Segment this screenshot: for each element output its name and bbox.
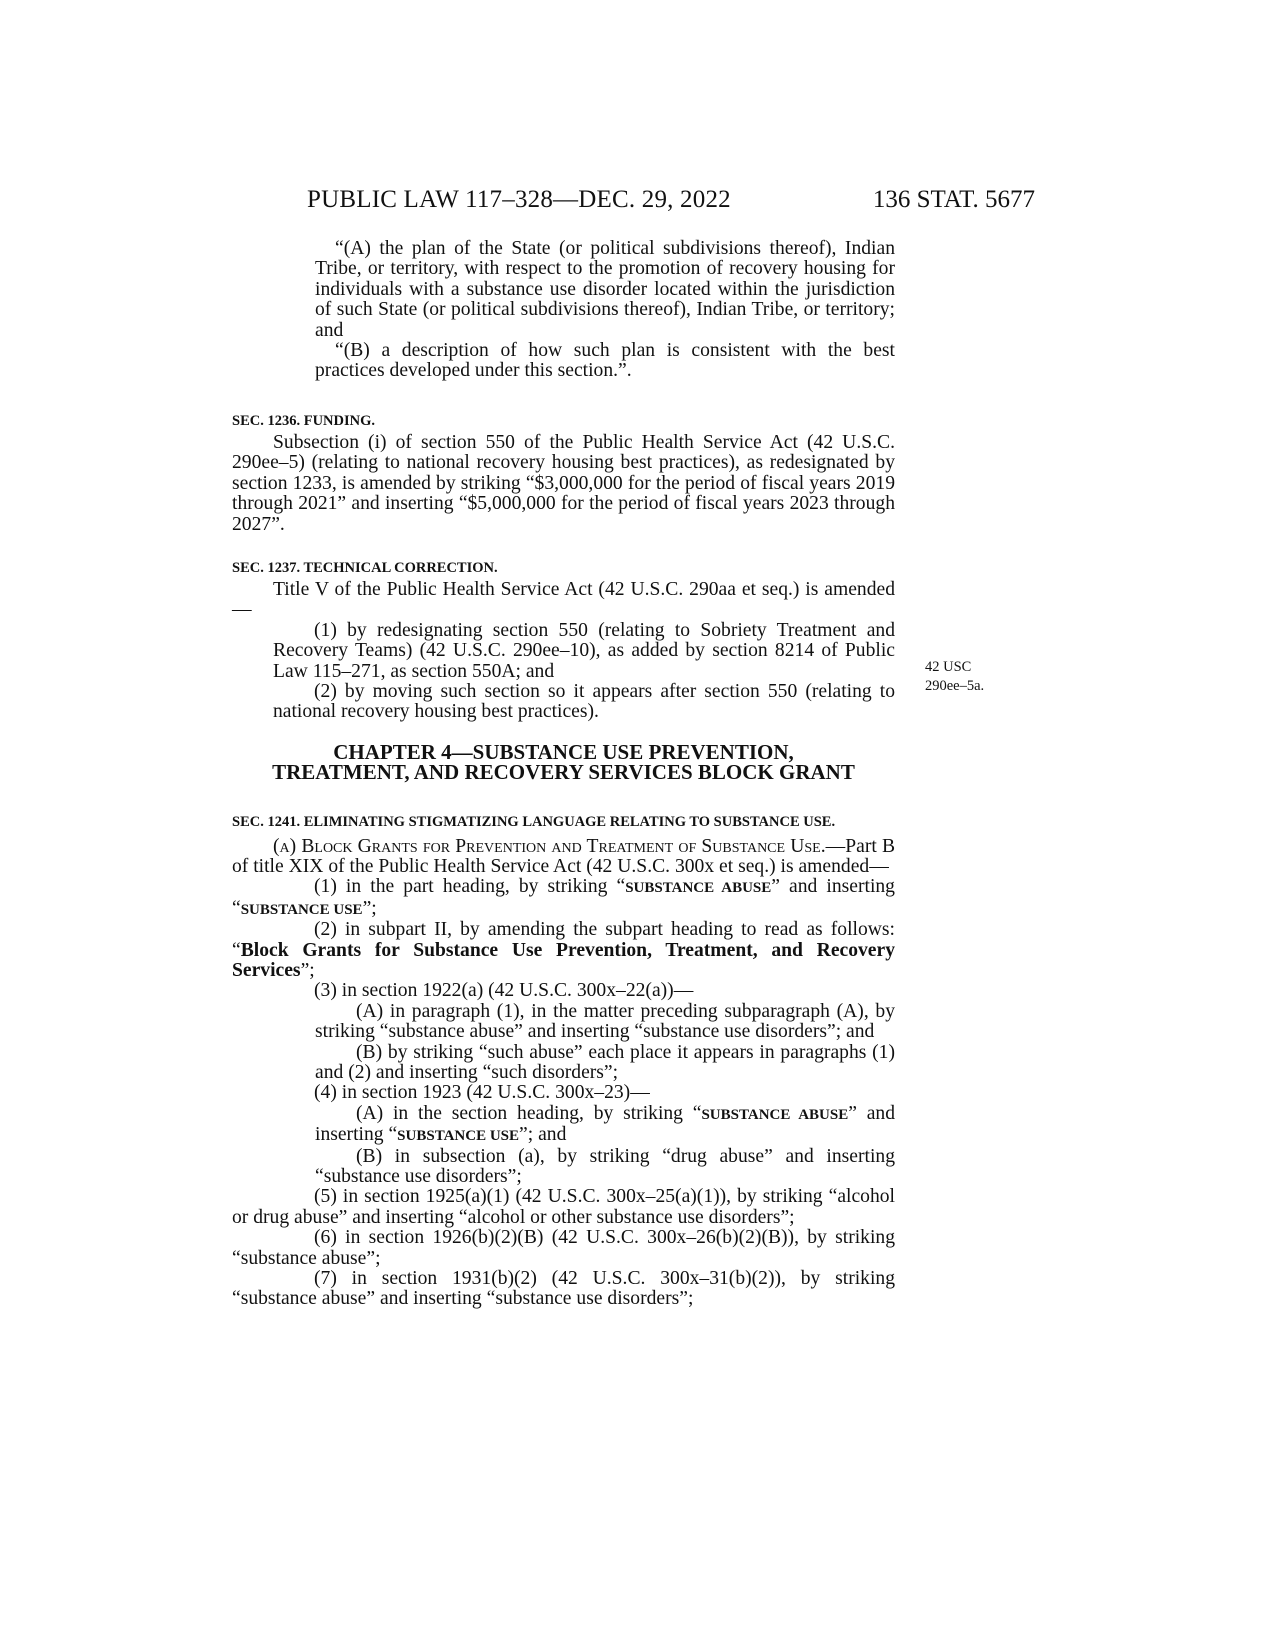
item-text: (1) in the part heading, by striking “ <box>314 876 626 898</box>
item-text: ”; and <box>519 1124 567 1146</box>
section-heading: SEC. 1237. TECHNICAL CORRECTION. <box>232 560 498 576</box>
section-1236 <box>232 412 895 535</box>
sub-list-item: (A) in paragraph (1), in the matter preceding subparagraph (A), by striking “substance abuse” and inserting “substance use disorders”; and <box>315 1000 895 1043</box>
section-body: Subsection (i) of section 550 of the Public Health Service Act (42 U.S.C. 290ee–5) (relating to national recovery housing best practices), as redesignated by section 1233, is amended by striking “$3,000,000 for the period of fiscal years 2019 through 2021” and inserting “$5,000,000 for the period of fiscal years 2023 through 2027”. <box>232 432 895 535</box>
section-heading: SEC. 1236. FUNDING. <box>232 413 375 429</box>
page-number: 136 STAT. 5677 <box>872 186 1035 213</box>
margin-citation-line: 42 USC <box>925 659 972 675</box>
list-item: (6) in section 1926(b)(2)(B) (42 U.S.C. 300x–26(b)(2)(B)), by striking “substance abuse”; <box>232 1227 895 1269</box>
section-heading: SEC. 1241. ELIMINATING STIGMATIZING LANGUAGE RELATING TO SUBSTANCE USE. <box>232 814 836 830</box>
subsection-a-text: —Part B of title XIX of the Public Health Service Act (42 U.S.C. 300x et seq.) is amended— <box>232 835 896 877</box>
sub-list-item: (B) in subsection (a), by striking “drug abuse” and inserting “substance use disorders”; <box>315 1145 895 1187</box>
item-text: (A) in the section heading, by striking “ <box>356 1102 702 1124</box>
quoted-paragraph-a: “(A) the plan of the State (or political subdivisions thereof), Indian Tribe, or territory, with respect to the promotion of recovery housing for individuals with a substance use disorder located within the jurisdiction of such State (or political subdivisions thereof), Indian Tribe, or territory; and <box>315 238 895 341</box>
sub-list-item: (B) by striking “such abuse” each place it appears in paragraphs (1) and (2) and inserting “such disorders”; <box>315 1041 895 1083</box>
list-item: (4) in section 1923 (42 U.S.C. 300x–23)— <box>314 1082 650 1104</box>
subsection-a <box>232 837 895 878</box>
list-item: (3) in section 1922(a) (42 U.S.C. 300x–22(a))— <box>314 980 694 1002</box>
item-text: ” and inserting “ <box>315 1102 895 1146</box>
chapter-heading <box>232 742 895 782</box>
item-text: ”; <box>362 897 377 919</box>
chapter-heading-line: TREATMENT, AND RECOVERY SERVICES BLOCK GRANT <box>272 760 855 784</box>
margin-citation-line: 290ee–5a. <box>925 678 985 694</box>
sub-list-item <box>232 1104 895 1147</box>
item-text: ”; <box>300 959 315 981</box>
item-text: (2) in subpart II, by amending the subpart heading to read as follows: “ <box>232 919 895 961</box>
running-header-title: PUBLIC LAW 117–328—DEC. 29, 2022 <box>307 186 731 213</box>
section-1241 <box>232 814 895 1310</box>
item-bold-text: SUBSTANCE ABUSE <box>701 1106 849 1123</box>
chapter-heading-line: CHAPTER 4—SUBSTANCE USE PREVENTION, <box>333 740 794 764</box>
margin-citation <box>925 658 1015 696</box>
list-item: (2) by moving such section so it appears after section 550 (relating to national recovery housing best practices). <box>273 681 895 723</box>
item-bold-text: SUBSTANCE USE <box>397 1128 520 1145</box>
list-item: (7) in section 1931(b)(2) (42 U.S.C. 300x–31(b)(2)), by striking “substance abuse” and inserting “substance use disorders”; <box>232 1268 895 1310</box>
item-bold-text: SUBSTANCE USE <box>240 901 363 918</box>
item-bold-text: SUBSTANCE ABUSE <box>625 880 772 897</box>
section-1237 <box>232 559 895 723</box>
section-intro: Title V of the Public Health Service Act (42 U.S.C. 290aa et seq.) is amended— <box>232 579 895 621</box>
quoted-paragraph-b: “(B) a description of how such plan is consistent with the best practices developed under this section.”. <box>315 340 895 382</box>
list-item <box>232 877 895 920</box>
subsection-a-caption: (a) Block Grants for Prevention and Treatment of Substance Use. <box>273 835 826 857</box>
list-item <box>232 920 895 981</box>
list-item: (1) by redesignating section 550 (relating to Sobriety Treatment and Recovery Teams) (42 U.S.C. 290ee–10), as added by section 8214 of Public Law 115–271, as section 550A; and <box>273 619 895 682</box>
item-text: ” and inserting “ <box>232 876 895 919</box>
quoted-text-block <box>232 239 895 382</box>
list-item: (5) in section 1925(a)(1) (42 U.S.C. 300x–25(a)(1)), by striking “alcohol or drug abuse” and inserting “alcohol or other substance use disorders”; <box>232 1186 895 1228</box>
item-bold-text: Block Grants for Substance Use Prevention, Treatment, and Recovery Services <box>232 939 895 981</box>
